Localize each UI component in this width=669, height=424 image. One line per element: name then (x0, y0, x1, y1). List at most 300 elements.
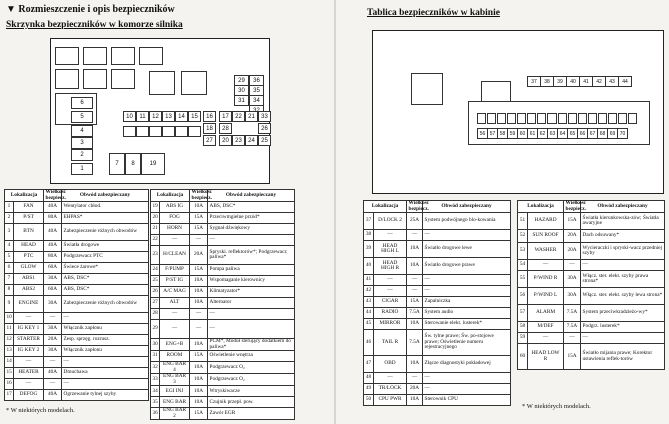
fuse-rating: 10A (407, 258, 423, 275)
fuse-rating: 80A (44, 213, 62, 224)
engine-fusebox-diagram (50, 38, 270, 184)
table-row (151, 309, 295, 320)
fuse-rating: 15A (190, 224, 208, 235)
table-row (151, 213, 295, 224)
fuse-number: 22 (151, 235, 160, 246)
fuse-circuit: Dach odsuwany* (581, 230, 665, 243)
cabin-fuse-56: 56 (477, 128, 488, 139)
fuse-code: — (374, 230, 407, 241)
fuse-7: 7 (109, 153, 125, 175)
fuse-rating: 15A (190, 265, 208, 276)
fuse-circuit: Sygnał dźwiękowy (208, 224, 295, 235)
table-row (5, 263, 149, 274)
fuse-code: HEAD LOW R (528, 344, 564, 370)
fuse-number: 33 (151, 374, 160, 386)
fuse-rating: 30A (44, 274, 62, 285)
fuse-code: — (374, 373, 407, 384)
fuse-code: — (374, 275, 407, 286)
fuse-rating: 7.5A (407, 308, 423, 319)
table-row (5, 252, 149, 263)
fuse-circuit: — (581, 333, 665, 344)
table-row (518, 322, 665, 333)
fuse-rating: 60A (44, 263, 62, 274)
cabin-fuse-table-2 (517, 200, 665, 370)
fuse-rating: 30A (44, 346, 62, 357)
fuse-number: 35 (151, 397, 160, 408)
fuse-number: 2 (5, 213, 14, 224)
table-row (151, 320, 295, 339)
table-row (5, 296, 149, 313)
fuse-rating: — (190, 235, 208, 246)
cabin-fuse-58: 58 (497, 128, 508, 139)
fuse-16b: 16 (203, 111, 216, 122)
fuse-code: RADIO (374, 308, 407, 319)
cabin-fuse-65: 65 (567, 128, 578, 139)
fuse-code: HEATER (14, 368, 44, 379)
fuse-circuit: Klimatyzator* (208, 287, 295, 298)
fuse-rating: — (564, 333, 581, 344)
fuse-number: 42 (364, 286, 374, 297)
fuse-slot (588, 113, 597, 124)
col-header-location: Lokalizacja (151, 190, 190, 202)
fuse-circuit: — (62, 313, 149, 324)
fuse-number: 34 (151, 386, 160, 397)
fuse-circuit: Złącze diagnostyki pokładowej (423, 356, 511, 373)
cabin-fusebox-diagram (372, 30, 664, 194)
fuse-number: 47 (364, 356, 374, 373)
fuse-row-mid (477, 113, 637, 123)
table-row (364, 213, 511, 230)
fuse-slot (477, 113, 486, 124)
fuse-rating: 15A (190, 213, 208, 224)
fuse-circuit: — (208, 235, 295, 246)
fuse-34: 34 (249, 95, 264, 106)
fuse-rating: 10A (190, 276, 208, 287)
fuse-circuit: PCM*, Moduł sterujący dodatkiem do paliwa* (208, 339, 295, 351)
fuse-number: 3 (5, 224, 14, 241)
fuse-rating: — (44, 379, 62, 390)
fuse-circuit: — (208, 320, 295, 339)
fuse-slot (527, 113, 536, 124)
table-row (364, 384, 511, 395)
fuse-code: ENG BAR 4 (160, 362, 190, 374)
cabin-fuse-43: 43 (605, 76, 619, 87)
fuse-8: 8 (125, 153, 141, 175)
cabin-fuse-60: 60 (517, 128, 528, 139)
fuse-circuit: Zesp. sprzęg. rozrusz. (62, 335, 149, 346)
fuse-23: 23 (232, 135, 245, 146)
fuse-number: 60 (518, 344, 528, 370)
fuse-number: 31 (151, 351, 160, 362)
fuse-code: ABS IG (160, 202, 190, 213)
fuse-number: 55 (518, 271, 528, 288)
cabin-fuse-38: 38 (540, 76, 554, 87)
table-row (151, 246, 295, 265)
fuse-circuit: Św. tylne prawe; Św. po-stojowe prawe; Oświetlenie numeru rejestracyjnego (423, 330, 511, 356)
fuse-number: 50 (364, 395, 374, 406)
fuse-12: 12 (149, 111, 162, 122)
fuse-30: 30 (234, 85, 249, 96)
fuse-code: ENG+B (160, 339, 190, 351)
col-header-circuit: Obwód zabezpieczany (581, 201, 665, 213)
fuse-13: 13 (162, 111, 175, 122)
col-header-rating: Wielkość bezpiecz. (191, 189, 213, 201)
table-row (151, 265, 295, 276)
fuse-circuit: — (423, 286, 511, 297)
fuse-code: MIRROR (374, 319, 407, 330)
fuse-rating: 40A (44, 390, 62, 401)
fuse-code: FAN (14, 202, 44, 213)
fuse-number: 51 (518, 213, 528, 230)
fuse-circuit: — (581, 260, 665, 271)
fuse-code: WASHER (528, 243, 564, 260)
fuse-code: GLOW (14, 263, 44, 274)
table-row (364, 258, 511, 275)
fuse-number: 12 (5, 335, 14, 346)
fuse-circuit: Spryski. reflektorów*; Podgrzewacz paliwa* (208, 246, 295, 265)
fuse-number: 38 (364, 230, 374, 241)
fuse-code: P/WIND R (528, 271, 564, 288)
cabin-fuse-66: 66 (577, 128, 588, 139)
table-row (518, 260, 665, 271)
fuse-number: 10 (5, 313, 14, 324)
fuse-1: 1 (71, 163, 93, 175)
fuse-circuit: Wycieraczki i spryski-wacz przedniej szyby (581, 243, 665, 260)
fuse-number: 43 (364, 297, 374, 308)
col-header-rating: Wielkość bezpiecz. (45, 189, 67, 201)
col-header-circuit: Obwód zabezpieczany (208, 190, 295, 202)
table-row (364, 230, 511, 241)
fuse-number: 11 (5, 324, 14, 335)
fuse-29: 29 (234, 75, 249, 86)
fuse-slot (558, 113, 567, 124)
cabin-fuse-44: 44 (618, 76, 632, 87)
table-row (364, 330, 511, 356)
col-header-circuit: Obwód zabezpieczany (62, 190, 149, 202)
fuse-circuit: ABS, DSC* (208, 202, 295, 213)
cabin-fuse-57: 57 (487, 128, 498, 139)
table-row (5, 368, 149, 379)
fuse-number: 44 (364, 308, 374, 319)
fuse-code: — (160, 309, 190, 320)
table-row (364, 297, 511, 308)
fuse-circuit: Przeciwmgielne przód* (208, 213, 295, 224)
fuse-25: 25 (258, 135, 271, 146)
fuse-rating: 15A (190, 408, 208, 420)
fuse-code: — (14, 379, 44, 390)
table-row (5, 357, 149, 368)
table-row (518, 230, 665, 243)
fuse-rating: 15A (564, 344, 581, 370)
fuse-slot (537, 113, 546, 124)
table-row (5, 213, 149, 224)
fuse-code: HORN (160, 224, 190, 235)
table-row (518, 344, 665, 370)
fuse-code: ABS2 (14, 285, 44, 296)
fuse-circuit: Światła kierunkowska-zów; Światła awaryjne (581, 213, 665, 230)
engine-fuse-table-1 (4, 189, 149, 401)
fuse-code: P/ST IG (160, 276, 190, 287)
fuse-slot (568, 113, 577, 124)
fuse-circuit: Alternator (208, 298, 295, 309)
fuse-rating: 40A (44, 241, 62, 252)
fuse-slot (598, 113, 607, 124)
fuse-10: 10 (123, 111, 136, 122)
fuse-24: 24 (245, 135, 258, 146)
fuse-31: 31 (234, 95, 249, 106)
table-row (364, 319, 511, 330)
fuse-circuit: Sterowanie elekt. lusterek* (423, 319, 511, 330)
fuse-circuit: Wspomaganie kierownicy (208, 276, 295, 287)
engine-fuse-table-2 (150, 189, 295, 420)
fuse-slot (487, 113, 496, 124)
fuse-22: 22 (232, 111, 245, 122)
fuse-33: 33 (258, 111, 271, 122)
fuse-circuit: Światło mijania prawe; Korektor ustawienia reflek-torów (581, 344, 665, 370)
fuse-circuit: Włącz. ster. elekt. szyby prawa strona* (581, 271, 665, 288)
fuse-27: 27 (203, 135, 216, 146)
fuse-number: 17 (5, 390, 14, 401)
fuse-circuit: — (423, 384, 511, 395)
fuse-rating: 10A (190, 374, 208, 386)
fuse-circuit: Zabezpieczenie różnych obwodów (62, 296, 149, 313)
fuse-rating: 15A (190, 351, 208, 362)
fuse-slot (547, 113, 556, 124)
fuse-14: 14 (175, 111, 188, 122)
fuse-rating: 10A (190, 397, 208, 408)
fuse-number: 46 (364, 330, 374, 356)
fuse-rating: 30A (44, 324, 62, 335)
table-row (5, 224, 149, 241)
fuse-code: ENG BAR 2 (160, 408, 190, 420)
fuse-rating: 10A (407, 356, 423, 373)
fuse-number: 27 (151, 298, 160, 309)
fuse-code: HEAD (14, 241, 44, 252)
table-row (5, 313, 149, 324)
fuse-circuit: Dmuchawa (62, 368, 149, 379)
fuse-rating: 10A (407, 319, 423, 330)
table-row (5, 202, 149, 213)
fuse-code: P/ST (14, 213, 44, 224)
table-row (5, 324, 149, 335)
fuse-rating: 7.5A (407, 330, 423, 356)
fuse-code: EGI INJ (160, 386, 190, 397)
fuse-circuit: Świece żarowe* (62, 263, 149, 274)
fuse-code: STARTER (14, 335, 44, 346)
table-row (5, 241, 149, 252)
fuse-rating: — (407, 275, 423, 286)
fuse-rating: 20A (190, 246, 208, 265)
fuse-rating: 10A (190, 339, 208, 351)
fuse-circuit: Wtryskiwacze (208, 386, 295, 397)
table-row (151, 235, 295, 246)
fuse-code: TR/LOCK (374, 384, 407, 395)
table-row (518, 288, 665, 305)
fuse-circuit: System przeciwkradzieżo-wy* (581, 305, 665, 322)
fuse-rating: 80A (44, 252, 62, 263)
fuse-code: DEFOG (14, 390, 44, 401)
fuse-28: 28 (219, 123, 232, 134)
fuse-circuit: Podgrz. lusterek* (581, 322, 665, 333)
cabin-fuse-40: 40 (566, 76, 580, 87)
cabin-fuse-59: 59 (507, 128, 518, 139)
fuse-code: HAZARD (528, 213, 564, 230)
fuse-21: 21 (245, 111, 258, 122)
fuse-number: 15 (5, 368, 14, 379)
table-row (364, 395, 511, 406)
cabin-fuse-63: 63 (547, 128, 558, 139)
fuse-circuit: Zawór EGR (208, 408, 295, 420)
fuse-code: ALT (160, 298, 190, 309)
fuse-circuit: — (423, 275, 511, 286)
fuse-circuit: Światła drogowe (62, 241, 149, 252)
fuse-slot (628, 113, 637, 124)
fuse-26: 26 (258, 123, 271, 134)
cabin-fuse-37: 37 (527, 76, 541, 87)
table-row (5, 390, 149, 401)
fuse-rating: — (44, 313, 62, 324)
fuse-circuit: Włącz. ster. elekt. szyby lewa strona* (581, 288, 665, 305)
fuse-number: 23 (151, 246, 160, 265)
fuse-rating: — (44, 357, 62, 368)
table-row (364, 356, 511, 373)
fuse-code: D/LOCK 2 (374, 213, 407, 230)
table-row (518, 213, 665, 230)
table-row (151, 362, 295, 374)
fuse-code: HEAD HIGH R (374, 258, 407, 275)
fuse-circuit: Światło drogowe lewe (423, 241, 511, 258)
fuse-number: 1 (5, 202, 14, 213)
fuse-number: 5 (5, 252, 14, 263)
col-header-location: Lokalizacja (518, 201, 564, 213)
fuse-rating: — (564, 260, 581, 271)
cabin-fuse-61: 61 (527, 128, 538, 139)
fuse-rating: 10A (190, 287, 208, 298)
fuse-number: 56 (518, 288, 528, 305)
fuse-slot (497, 113, 506, 124)
fuse-code: CIGAR (374, 297, 407, 308)
table-row (364, 308, 511, 319)
section-title: ▼ Rozmieszczenie i opis bezpieczników (6, 4, 175, 15)
fuse-rating: 15A (407, 297, 423, 308)
fuse-circuit: Podgrzewacz O₂ (208, 374, 295, 386)
fuse-number: 29 (151, 320, 160, 339)
fuse-number: 37 (364, 213, 374, 230)
fuse-code: — (14, 357, 44, 368)
fuse-number: 54 (518, 260, 528, 271)
fuse-number: 28 (151, 309, 160, 320)
fuse-slot (618, 113, 627, 124)
fuse-circuit: Włącznik zapłonu (62, 324, 149, 335)
fuse-number: 8 (5, 285, 14, 296)
fuse-rating: 60A (44, 285, 62, 296)
fuse-rating: 20A (564, 230, 581, 243)
cabin-fuse-70: 70 (617, 128, 628, 139)
table-row (364, 241, 511, 258)
fuse-code: — (160, 320, 190, 339)
table-row (151, 224, 295, 235)
fuse-circuit: EHPAS* (62, 213, 149, 224)
fuse-circuit: ABS, DSC* (62, 274, 149, 285)
fuse-number: 13 (5, 346, 14, 357)
fuse-code: — (160, 235, 190, 246)
fuse-code: OBD (374, 356, 407, 373)
fuse-rating: 7.5A (564, 322, 581, 333)
fuse-number: 16 (5, 379, 14, 390)
cabin-fuse-67: 67 (587, 128, 598, 139)
fuse-code: ROOM (160, 351, 190, 362)
fuse-rating: 20A (407, 384, 423, 395)
fuse-circuit: Wentylator chłod. (62, 202, 149, 213)
fuse-code: H/CLEAN (160, 246, 190, 265)
fuse-code: FOG (160, 213, 190, 224)
fuse-code: ABS1 (14, 274, 44, 285)
fuse-slot (517, 113, 526, 124)
fuse-number: 20 (151, 213, 160, 224)
fuse-15: 15 (188, 111, 201, 122)
fuse-circuit: Światło drogowe prawe (423, 258, 511, 275)
fuse-code: A/C MAG (160, 287, 190, 298)
fuse-slot (578, 113, 587, 124)
table-row (5, 379, 149, 390)
fuse-2: 2 (71, 149, 93, 161)
table-row (151, 397, 295, 408)
fuse-rating: 7.5A (564, 305, 581, 322)
fuse-35: 35 (249, 85, 264, 96)
fuse-circuit: — (62, 357, 149, 368)
fuse-code: ALARM (528, 305, 564, 322)
table-row (151, 386, 295, 397)
fuse-19: 19 (141, 153, 165, 175)
fuse-circuit: Oświetlenie wnętrza (208, 351, 295, 362)
fuse-number: 6 (5, 263, 14, 274)
fuse-circuit: Pompa paliwa (208, 265, 295, 276)
fuse-number: 9 (5, 296, 14, 313)
cabin-fuse-68: 68 (597, 128, 608, 139)
fuse-4: 4 (71, 125, 93, 137)
cabin-fuse-table-1 (363, 200, 511, 406)
fuse-circuit: Podgrzewacz O₂ (208, 362, 295, 374)
fuse-code: ENG BAR (160, 397, 190, 408)
fuse-rating: — (407, 373, 423, 384)
fuse-rating: 10A (190, 362, 208, 374)
col-header-location: Lokalizacja (5, 190, 44, 202)
fuse-circuit: Sterownik CPU (423, 395, 511, 406)
table-row (364, 286, 511, 297)
fuse-circuit: Podgrzewacz PTC (62, 252, 149, 263)
fuse-code: BTN (14, 224, 44, 241)
fuse-circuit: Zabezpieczenie różnych obwodów (62, 224, 149, 241)
fuse-17: 17 (219, 111, 232, 122)
fuse-rating: 10A (190, 298, 208, 309)
fuse-number: 36 (151, 408, 160, 420)
fuse-code: CPU PWR (374, 395, 407, 406)
fuse-rating: 20A (44, 335, 62, 346)
fuse-circuit: System podwójnego blo-kowania (423, 213, 511, 230)
fuse-rating: 25A (407, 213, 423, 230)
fuse-circuit: — (62, 379, 149, 390)
footnote-left: * W niektórych modelach. (6, 407, 75, 414)
fuse-20: 20 (219, 135, 232, 146)
col-header-rating: Wielkość bezpiecz. (408, 200, 430, 212)
fuse-slot (507, 113, 516, 124)
footnote-right: * W niektórych modelach. (522, 403, 591, 410)
fuse-circuit: Zapalniczka (423, 297, 511, 308)
table-row (151, 276, 295, 287)
fuse-circuit: Czujnik przepł. pow. (208, 397, 295, 408)
table-row (151, 374, 295, 386)
col-header-rating: Wielkość bezpiecz. (565, 200, 587, 212)
